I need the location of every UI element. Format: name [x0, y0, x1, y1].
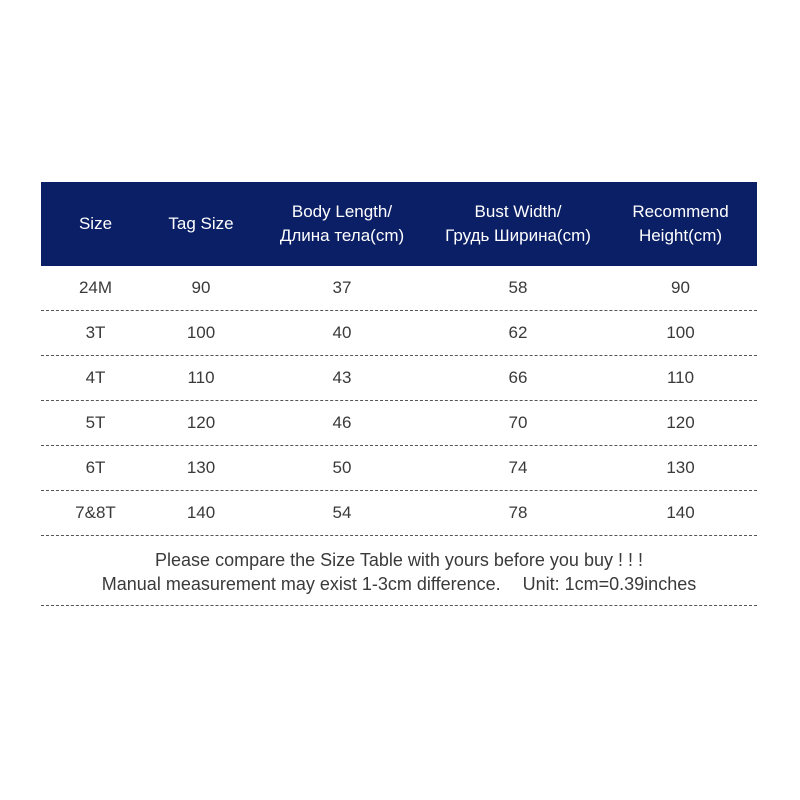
cell-body-length: 50 [332, 458, 352, 477]
table-row [41, 401, 757, 446]
cell-body-length: 46 [332, 413, 352, 432]
cell-size: 7&8T [75, 503, 116, 522]
cell-size: 6T [85, 458, 106, 477]
cell-tag-size: 100 [186, 323, 216, 342]
cell-tag-size: 110 [187, 368, 215, 387]
measurement-note-line [41, 572, 757, 596]
cell-bust-width: 74 [508, 458, 528, 477]
table-row [41, 266, 757, 311]
cell-bust-width: 66 [508, 368, 528, 387]
cell-recommend-height: 110 [666, 368, 695, 387]
cell-size: 3T [85, 323, 106, 342]
cell-body-length: 37 [332, 278, 352, 297]
cell-tag-size: 90 [191, 278, 211, 297]
header-recommend-height: Recommend Height(cm) [632, 202, 729, 245]
cell-recommend-height: 130 [666, 458, 695, 477]
cell-bust-width: 70 [508, 413, 528, 432]
cell-recommend-height: 90 [671, 278, 690, 297]
cell-tag-size: 120 [186, 413, 216, 432]
table-row [41, 356, 757, 401]
cell-body-length: 54 [332, 503, 352, 522]
unit-note: Unit: 1cm=0.39inches [522, 574, 697, 594]
header-body-length: Body Length/ Длина тела(cm) [279, 202, 405, 245]
cell-body-length: 43 [332, 368, 352, 387]
cell-tag-size: 130 [186, 458, 216, 477]
cell-bust-width: 62 [508, 323, 528, 342]
table-row [41, 311, 757, 356]
cell-body-length: 40 [332, 323, 352, 342]
cell-bust-width: 58 [508, 278, 528, 297]
table-header [41, 182, 757, 266]
size-notes [41, 536, 757, 606]
measurement-note: Manual measurement may exist 1-3cm difference. [101, 574, 501, 594]
size-chart-table [41, 182, 757, 606]
header-bust-width: Bust Width/ Грудь Ширина(cm) [445, 202, 591, 245]
cell-bust-width: 78 [508, 503, 528, 522]
table-row [41, 446, 757, 491]
cell-recommend-height: 120 [666, 413, 695, 432]
compare-note: Please compare the Size Table with yours before you buy ! ! ! [155, 550, 643, 570]
header-tag-size: Tag Size [168, 214, 234, 233]
cell-size: 4T [85, 368, 106, 387]
cell-size: 5T [85, 413, 106, 432]
cell-recommend-height: 140 [666, 503, 695, 522]
table-row [41, 491, 757, 536]
cell-recommend-height: 100 [666, 323, 695, 342]
header-size: Size [78, 214, 113, 233]
cell-tag-size: 140 [186, 503, 216, 522]
cell-size: 24M [78, 278, 113, 297]
